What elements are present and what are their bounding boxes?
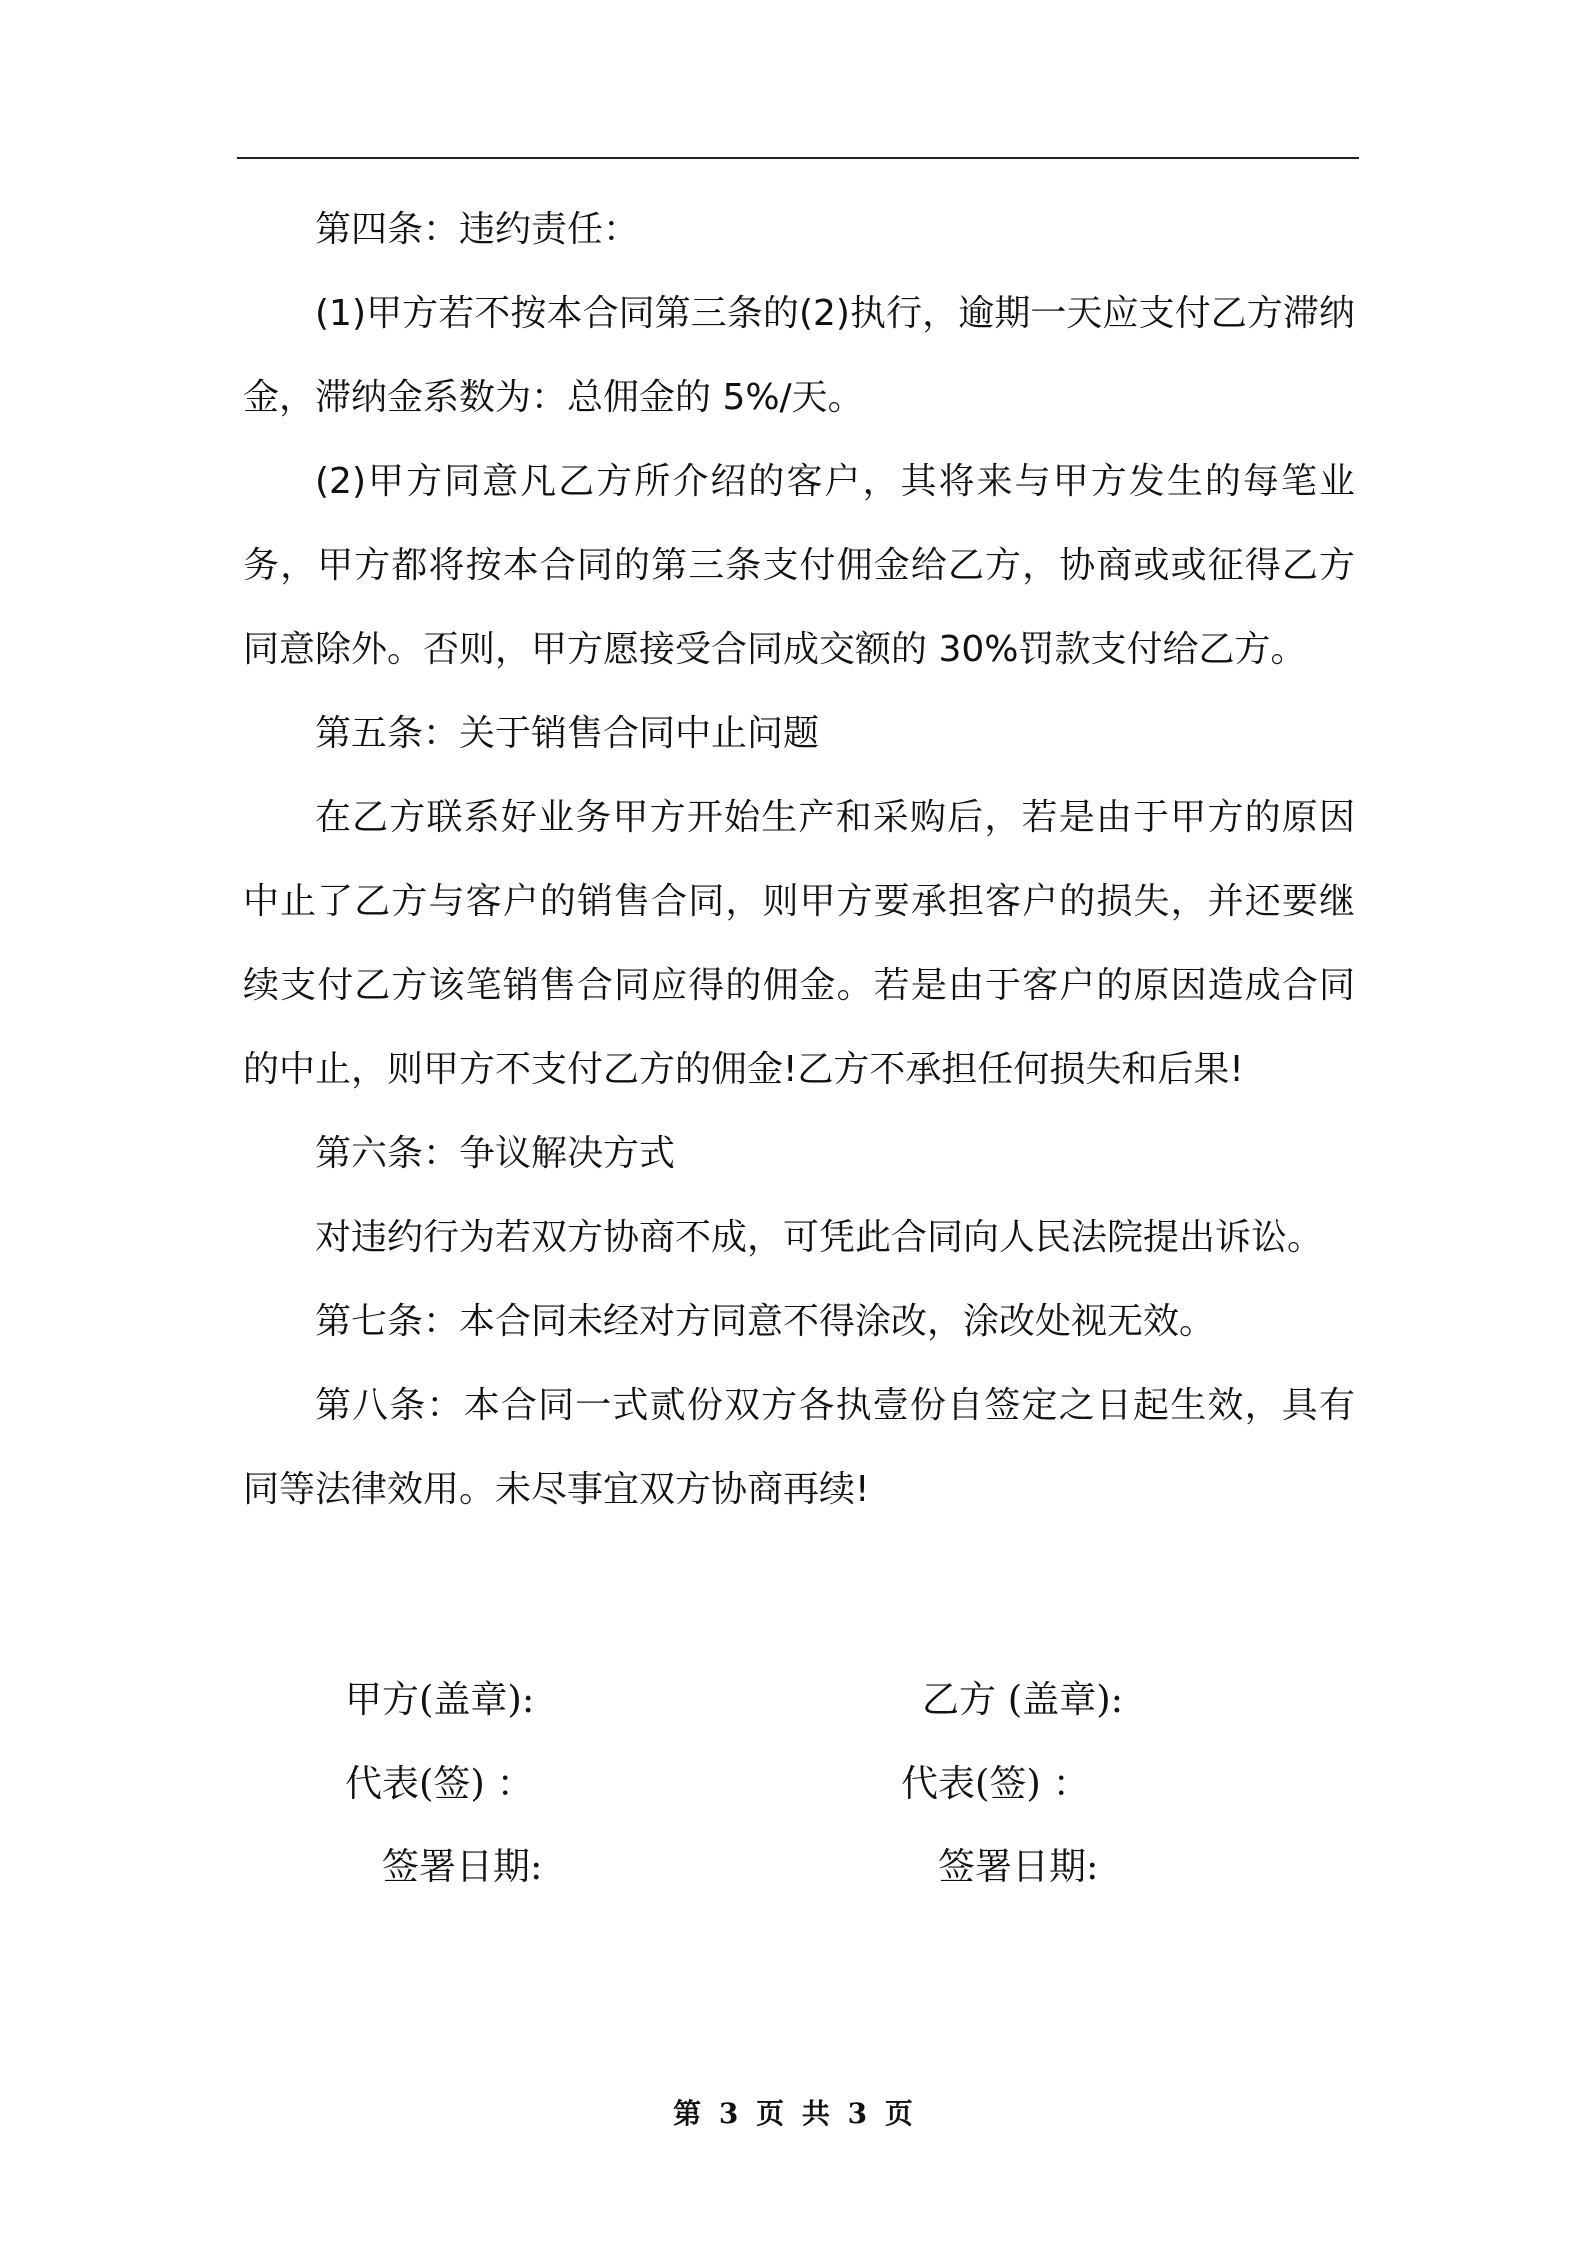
article-5-heading: 第五条：关于销售合同中止问题: [315, 713, 820, 754]
article-4-clause-2: (2)甲方同意凡乙方所介绍的客户，其将来与甲方发生的每笔业务，甲方都将按本合同的第三条支付佣金给乙方，协商或或征得乙方同意除外。否则，甲方愿接受合同成交额的 30%罚款支付给乙方。: [243, 461, 1355, 670]
party-b-seal-label: 乙方 (盖章):: [922, 1678, 1124, 1721]
party-b-date-label: 签署日期:: [938, 1845, 1099, 1888]
party-a-date-label: 签署日期:: [382, 1845, 543, 1888]
page-number: 第 3 页 共 3 页: [673, 2097, 913, 2130]
article-7: 第七条：本合同未经对方同意不得涂改，涂改处视无效。: [315, 1301, 1216, 1342]
article-5-body: 在乙方联系好业务甲方开始生产和采购后，若是由于甲方的原因中止了乙方与客户的销售合同，则甲方要承担客户的损失，并还要继续支付乙方该笔销售合同应得的佣金。若是由于客户的原因造成合同的中止，则甲方不支付乙方的佣金!乙方不承担任何损失和后果!: [243, 797, 1355, 1090]
party-b-representative-label: 代表(签) ：: [901, 1762, 1090, 1805]
article-8: 第八条：本合同一式贰份双方各执壹份自签定之日起生效，具有同等法律效用。未尽事宜双方协商再续!: [243, 1385, 1355, 1510]
article-6-body: 对违约行为若双方协商不成，可凭此合同向人民法院提出诉讼。: [315, 1217, 1324, 1258]
contract-body: [243, 188, 1355, 1532]
article-4-heading: 第四条：违约责任：: [315, 209, 640, 250]
header-rule: [237, 157, 1359, 159]
party-a-representative-label: 代表(签) ：: [345, 1762, 534, 1805]
article-6-heading: 第六条：争议解决方式: [315, 1133, 676, 1174]
party-a-seal-label: 甲方(盖章):: [345, 1678, 535, 1721]
article-4-clause-1: (1)甲方若不按本合同第三条的(2)执行，逾期一天应支付乙方滞纳金，滞纳金系数为：总佣金的 5%/天。: [243, 293, 1355, 418]
